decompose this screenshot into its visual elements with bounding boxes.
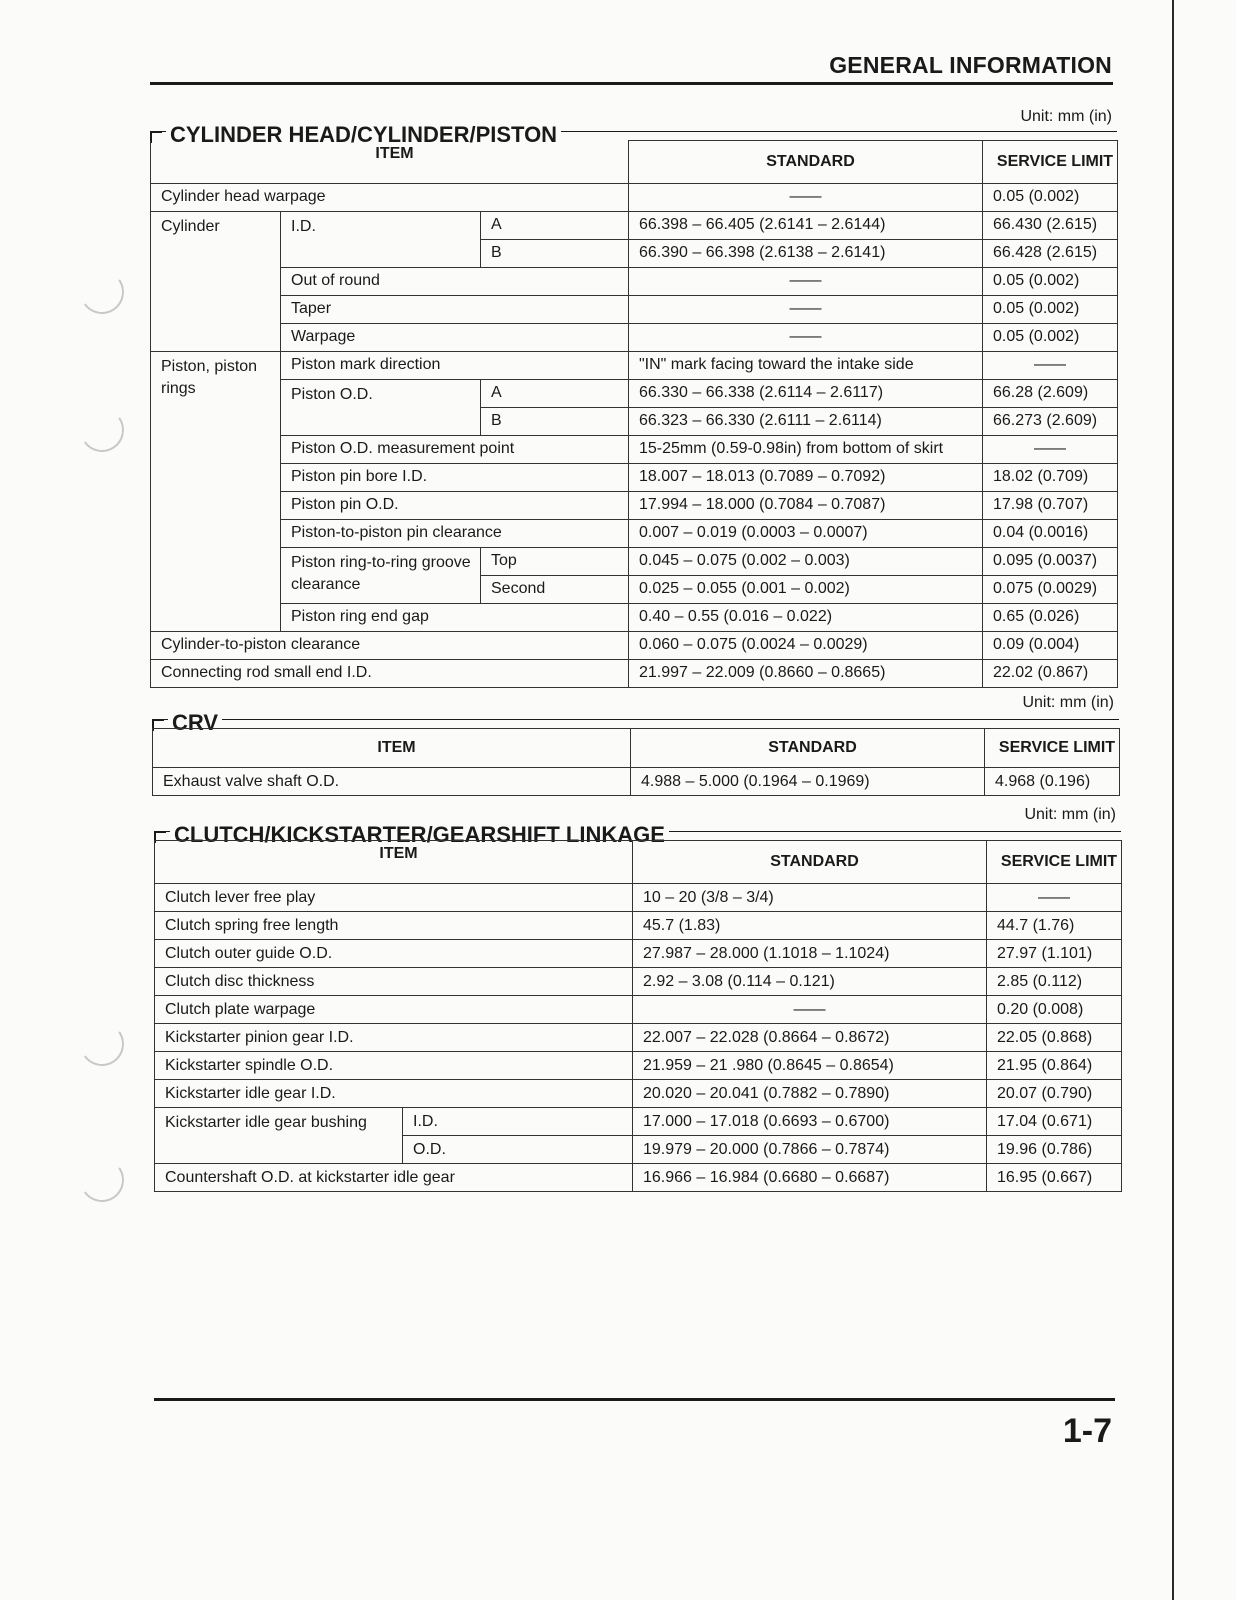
standard-cell: 45.7 (1.83)	[633, 912, 987, 940]
standard-cell: 0.045 – 0.075 (0.002 – 0.003)	[629, 547, 983, 575]
limit-cell: 16.95 (0.667)	[987, 1164, 1122, 1192]
limit-cell: 17.98 (0.707)	[983, 491, 1118, 519]
table-row	[151, 631, 1118, 659]
limit-cell: 0.075 (0.0029)	[983, 575, 1118, 603]
standard-cell: 0.40 – 0.55 (0.016 – 0.022)	[629, 603, 983, 631]
limit-cell: 4.968 (0.196)	[985, 768, 1120, 796]
table-row	[151, 435, 1118, 463]
item-cell: Piston, piston rings	[151, 351, 281, 631]
table-row	[151, 379, 1118, 407]
subitem-cell: Piston-to-piston pin clearance	[281, 519, 629, 547]
subitem-cell: Out of round	[281, 267, 629, 295]
limit-cell: ——	[983, 351, 1118, 379]
limit-cell: 19.96 (0.786)	[987, 1136, 1122, 1164]
subitem-cell: I.D.	[403, 1108, 633, 1136]
variant-cell: Second	[481, 575, 629, 603]
limit-cell: 0.04 (0.0016)	[983, 519, 1118, 547]
limit-cell: 0.09 (0.004)	[983, 631, 1118, 659]
column-header-item: ITEM	[153, 729, 631, 768]
unit-label: Unit: mm (in)	[1020, 108, 1112, 125]
standard-cell: 66.330 – 66.338 (2.6114 – 2.6117)	[629, 379, 983, 407]
table-row	[155, 1052, 1122, 1080]
item-cell: Connecting rod small end I.D.	[151, 659, 629, 687]
item-cell: Clutch disc thickness	[155, 968, 633, 996]
standard-cell: 0.007 – 0.019 (0.0003 – 0.0007)	[629, 519, 983, 547]
subitem-cell: Piston O.D.	[281, 379, 481, 435]
standard-cell: ——	[629, 295, 983, 323]
standard-cell: ——	[629, 183, 983, 211]
table-row	[151, 323, 1118, 351]
table-row	[155, 884, 1122, 912]
table-row	[151, 547, 1118, 575]
variant-cell: Top	[481, 547, 629, 575]
table-row	[155, 1164, 1122, 1192]
column-header-item: ITEM	[155, 841, 633, 884]
standard-cell: 0.060 – 0.075 (0.0024 – 0.0029)	[629, 631, 983, 659]
binder-hole	[77, 405, 128, 456]
standard-cell: 21.959 – 21 .980 (0.8645 – 0.8654)	[633, 1052, 987, 1080]
table-row	[151, 267, 1118, 295]
column-header-standard: STANDARD	[633, 841, 987, 884]
standard-cell: 4.988 – 5.000 (0.1964 – 0.1969)	[631, 768, 985, 796]
item-cell: Kickstarter pinion gear I.D.	[155, 1024, 633, 1052]
limit-cell: 0.20 (0.008)	[987, 996, 1122, 1024]
table-header-row	[151, 141, 1118, 184]
item-cell: Clutch plate warpage	[155, 996, 633, 1024]
binder-hole	[77, 1019, 128, 1070]
table-row	[151, 351, 1118, 379]
table-row	[153, 768, 1120, 796]
table-row	[155, 912, 1122, 940]
standard-cell: 18.007 – 18.013 (0.7089 – 0.7092)	[629, 463, 983, 491]
standard-cell: ——	[633, 996, 987, 1024]
subitem-cell: Piston ring-to-ring groove clearance	[281, 547, 481, 603]
table-row	[151, 295, 1118, 323]
table-row	[151, 659, 1118, 687]
table-row	[155, 1080, 1122, 1108]
subitem-cell: Taper	[281, 295, 629, 323]
spec-table-crv	[152, 728, 1120, 796]
table-row	[155, 1108, 1122, 1136]
footer-rule	[154, 1398, 1115, 1401]
item-cell: Kickstarter idle gear bushing	[155, 1108, 403, 1164]
section-title-clutch: CLUTCH/KICKSTARTER/GEARSHIFT LINKAGE	[170, 822, 669, 848]
item-cell: Clutch outer guide O.D.	[155, 940, 633, 968]
item-cell: Kickstarter spindle O.D.	[155, 1052, 633, 1080]
subitem-cell: I.D.	[281, 211, 481, 267]
limit-cell: 2.85 (0.112)	[987, 968, 1122, 996]
header-rule	[150, 82, 1113, 85]
subitem-cell: Piston mark direction	[281, 351, 629, 379]
unit-label: Unit: mm (in)	[1022, 694, 1114, 711]
variant-cell: B	[481, 239, 629, 267]
binder-hole	[77, 267, 128, 318]
table-header-row	[155, 841, 1122, 884]
limit-cell: ——	[987, 884, 1122, 912]
subitem-cell: Piston O.D. measurement point	[281, 435, 629, 463]
standard-cell: 17.000 – 17.018 (0.6693 – 0.6700)	[633, 1108, 987, 1136]
column-header-standard: STANDARD	[631, 729, 985, 768]
limit-cell: 0.65 (0.026)	[983, 603, 1118, 631]
limit-cell: 66.428 (2.615)	[983, 239, 1118, 267]
standard-cell: 10 – 20 (3/8 – 3/4)	[633, 884, 987, 912]
standard-cell: 66.323 – 66.330 (2.6111 – 2.6114)	[629, 407, 983, 435]
binder-hole	[77, 1155, 128, 1206]
standard-cell: 21.997 – 22.009 (0.8660 – 0.8665)	[629, 659, 983, 687]
limit-cell: 66.273 (2.609)	[983, 407, 1118, 435]
section-title-cylinder: CYLINDER HEAD/CYLINDER/PISTON	[166, 122, 561, 148]
item-cell: Cylinder head warpage	[151, 183, 629, 211]
standard-cell: 20.020 – 20.041 (0.7882 – 0.7890)	[633, 1080, 987, 1108]
table-row	[151, 519, 1118, 547]
item-cell: Clutch spring free length	[155, 912, 633, 940]
subitem-cell: Piston ring end gap	[281, 603, 629, 631]
item-cell: Cylinder-to-piston clearance	[151, 631, 629, 659]
standard-cell: 66.398 – 66.405 (2.6141 – 2.6144)	[629, 211, 983, 239]
table-row	[155, 1024, 1122, 1052]
table-row	[151, 603, 1118, 631]
standard-cell: 27.987 – 28.000 (1.1018 – 1.1024)	[633, 940, 987, 968]
standard-cell: ——	[629, 267, 983, 295]
limit-cell: 22.02 (0.867)	[983, 659, 1118, 687]
limit-cell: ——	[983, 435, 1118, 463]
limit-cell: 0.05 (0.002)	[983, 183, 1118, 211]
variant-cell: B	[481, 407, 629, 435]
table-row	[155, 996, 1122, 1024]
standard-cell: 16.966 – 16.984 (0.6680 – 0.6687)	[633, 1164, 987, 1192]
item-cell: Countershaft O.D. at kickstarter idle gear	[155, 1164, 633, 1192]
item-cell: Kickstarter idle gear I.D.	[155, 1080, 633, 1108]
limit-cell: 44.7 (1.76)	[987, 912, 1122, 940]
standard-cell: 15-25mm (0.59-0.98in) from bottom of skirt	[629, 435, 983, 463]
variant-cell: A	[481, 211, 629, 239]
limit-cell: 0.05 (0.002)	[983, 267, 1118, 295]
spec-table-clutch	[154, 840, 1122, 1192]
standard-cell: 19.979 – 20.000 (0.7866 – 0.7874)	[633, 1136, 987, 1164]
limit-cell: 17.04 (0.671)	[987, 1108, 1122, 1136]
limit-cell: 20.07 (0.790)	[987, 1080, 1122, 1108]
column-header-service-limit: SERVICE LIMIT	[985, 729, 1120, 768]
limit-cell: 18.02 (0.709)	[983, 463, 1118, 491]
table-row	[151, 183, 1118, 211]
limit-cell: 0.05 (0.002)	[983, 323, 1118, 351]
table-row	[155, 968, 1122, 996]
limit-cell: 66.28 (2.609)	[983, 379, 1118, 407]
subitem-cell: Warpage	[281, 323, 629, 351]
standard-cell: "IN" mark facing toward the intake side	[629, 351, 983, 379]
spec-table-cylinder	[150, 140, 1118, 688]
standard-cell: 66.390 – 66.398 (2.6138 – 2.6141)	[629, 239, 983, 267]
column-header-item: ITEM	[151, 141, 629, 184]
table-row	[155, 940, 1122, 968]
page-number: 1-7	[1062, 1412, 1112, 1450]
standard-cell: ——	[629, 323, 983, 351]
table-row	[151, 463, 1118, 491]
standard-cell: 17.994 – 18.000 (0.7084 – 0.7087)	[629, 491, 983, 519]
unit-label: Unit: mm (in)	[1024, 806, 1116, 823]
table-row	[151, 211, 1118, 239]
table-header-row	[153, 729, 1120, 768]
limit-cell: 0.05 (0.002)	[983, 295, 1118, 323]
subitem-cell: O.D.	[403, 1136, 633, 1164]
standard-cell: 2.92 – 3.08 (0.114 – 0.121)	[633, 968, 987, 996]
variant-cell: A	[481, 379, 629, 407]
page-header-title: GENERAL INFORMATION	[829, 52, 1112, 78]
section-title-crv: CRV	[168, 710, 222, 736]
item-cell: Exhaust valve shaft O.D.	[153, 768, 631, 796]
item-cell: Cylinder	[151, 211, 281, 351]
limit-cell: 22.05 (0.868)	[987, 1024, 1122, 1052]
subitem-cell: Piston pin bore I.D.	[281, 463, 629, 491]
subitem-cell: Piston pin O.D.	[281, 491, 629, 519]
limit-cell: 0.095 (0.0037)	[983, 547, 1118, 575]
standard-cell: 0.025 – 0.055 (0.001 – 0.002)	[629, 575, 983, 603]
column-header-service-limit: SERVICE LIMIT	[983, 141, 1118, 184]
limit-cell: 27.97 (1.101)	[987, 940, 1122, 968]
standard-cell: 22.007 – 22.028 (0.8664 – 0.8672)	[633, 1024, 987, 1052]
limit-cell: 66.430 (2.615)	[983, 211, 1118, 239]
column-header-standard: STANDARD	[629, 141, 983, 184]
table-row	[151, 491, 1118, 519]
column-header-service-limit: SERVICE LIMIT	[987, 841, 1122, 884]
limit-cell: 21.95 (0.864)	[987, 1052, 1122, 1080]
page-edge	[1172, 0, 1174, 1600]
item-cell: Clutch lever free play	[155, 884, 633, 912]
section-top-rule	[152, 719, 1119, 720]
